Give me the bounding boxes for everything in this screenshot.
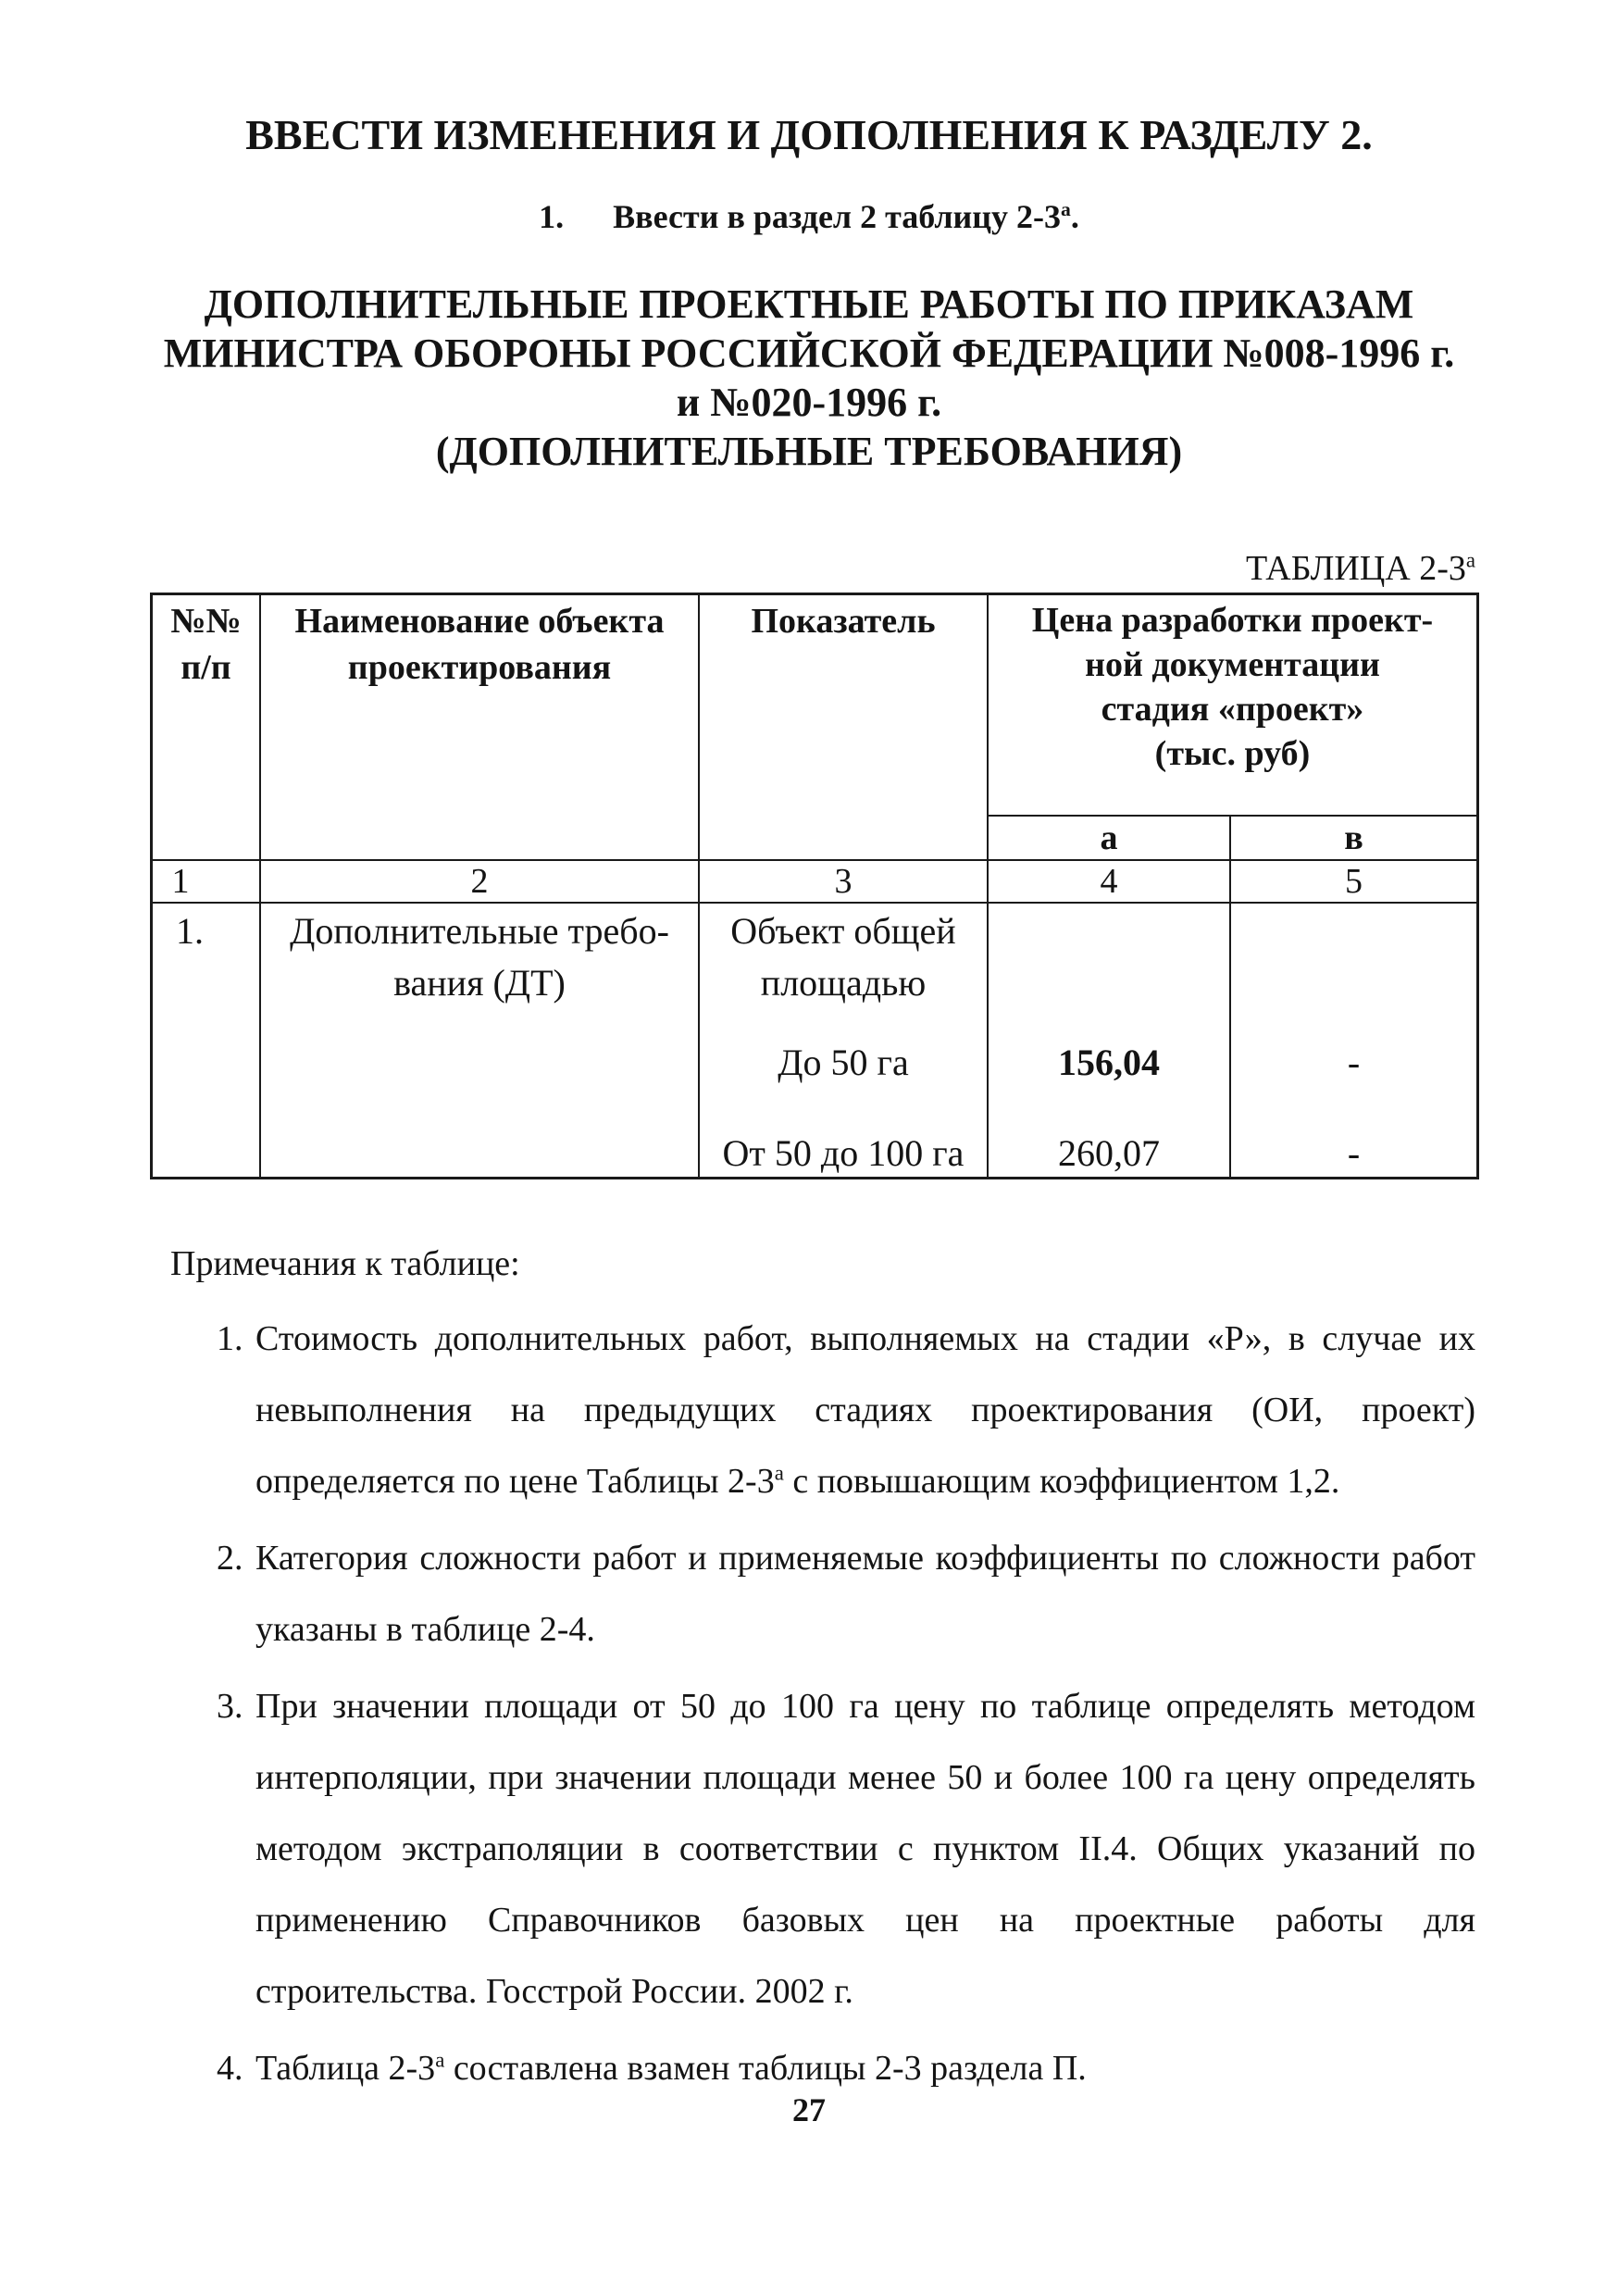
note-number: 4.	[217, 2049, 243, 2088]
table-label-text: ТАБЛИЦА 2-3	[1245, 549, 1466, 588]
note-text: Категория сложности работ и применяемые коэффициенты по сложности работ указаны в таблице 2-4.	[255, 1539, 1475, 1649]
title-line: (ДОПОЛНИТЕЛЬНЫЕ ТРЕБОВАНИЯ)	[435, 429, 1183, 474]
note-text-end: составлена взамен таблицы 2-3 раздела П.	[444, 2049, 1087, 2088]
price-table	[150, 593, 1479, 1179]
note-item	[170, 1523, 1475, 1666]
page-number: 27	[792, 2091, 826, 2128]
note-number: 3.	[217, 1687, 243, 1726]
row-value-a-1: 156,04	[1058, 1042, 1160, 1083]
row-value-a-2: 260,07	[1058, 1132, 1160, 1174]
header-price: Цена разработки проект- ной документации стадия «проект» (тыс. руб)	[1031, 601, 1434, 773]
note-text: При значении площади от 50 до 100 га цену по таблице определять методом интерполяции, при значении площади менее 50 и более 100 га цену определять методом экстраполяции в соответствии с пунктом II.4. Общих указаний по применению Справочников базовых цен на проектные работы для строительства. Госстрой России. 2002 г.	[255, 1687, 1475, 2011]
intro-line	[139, 196, 1479, 237]
header-indicator: Показатель	[751, 602, 936, 641]
note-superscript: а	[774, 1461, 784, 1485]
table-label-superscript: а	[1465, 548, 1475, 572]
intro-text: Ввести в раздел 2 таблицу 2-3	[613, 198, 1062, 235]
row-value-b-2: -	[1347, 1132, 1361, 1174]
row-range-1: До 50 га	[778, 1042, 909, 1083]
intro-number: 1.	[539, 198, 565, 235]
header-sub-b: в	[1344, 818, 1363, 857]
intro-end: .	[1070, 198, 1079, 235]
note-text-end: с повышающим коэффициентом 1,2.	[783, 1462, 1340, 1501]
column-number: 4	[1100, 862, 1118, 901]
row-indicator: Объект общей площадью	[730, 910, 956, 1004]
header-object-name: Наименование объекта проектирования	[294, 602, 665, 687]
row-value-b-1: -	[1347, 1042, 1361, 1083]
table-border-right	[1476, 593, 1479, 1179]
notes-title: Примечания к таблице:	[170, 1244, 520, 1283]
note-item	[170, 1671, 1475, 2028]
title-line: МИНИСТРА ОБОРОНЫ РОССИЙСКОЙ ФЕДЕРАЦИИ №008-1996 г.	[163, 331, 1455, 376]
note-item	[170, 1304, 1475, 1517]
section-heading: ВВЕСТИ ИЗМЕНЕНИЯ И ДОПОЛНЕНИЯ К РАЗДЕЛУ 2.	[245, 111, 1373, 158]
note-number: 2.	[217, 1539, 243, 1578]
note-text: Таблица 2-3	[255, 2049, 436, 2088]
title-line: и №020-1996 г.	[676, 380, 942, 425]
row-object-name: Дополнительные требо- вания (ДТ)	[290, 910, 669, 1004]
note-text: Стоимость дополнительных работ, выполняемых на стадии «Р», в случае их невыполнения на предыдущих стадиях проектирования (ОИ, проект) определяется по цене Таблицы 2-3	[255, 1319, 1475, 1501]
header-number: №№ п/п	[170, 602, 242, 687]
table-label	[1018, 548, 1475, 589]
table-border-top	[150, 593, 1479, 595]
column-number: 3	[834, 862, 853, 901]
numbers-rule	[150, 902, 1479, 904]
note-number: 1.	[217, 1319, 243, 1358]
row-number: 1.	[176, 910, 204, 952]
column-number: 1	[171, 862, 190, 901]
column-number: 2	[470, 862, 489, 901]
intro-superscript: а	[1061, 198, 1071, 220]
column-number: 5	[1345, 862, 1363, 901]
row-range-2: От 50 до 100 га	[722, 1132, 965, 1174]
table-notes	[170, 1241, 1475, 2104]
note-superscript: а	[435, 2048, 445, 2072]
header-sub-a: а	[1100, 818, 1118, 857]
title-line: ДОПОЛНИТЕЛЬНЫЕ ПРОЕКТНЫЕ РАБОТЫ ПО ПРИКАЗАМ	[204, 281, 1414, 327]
document-title	[139, 280, 1479, 476]
